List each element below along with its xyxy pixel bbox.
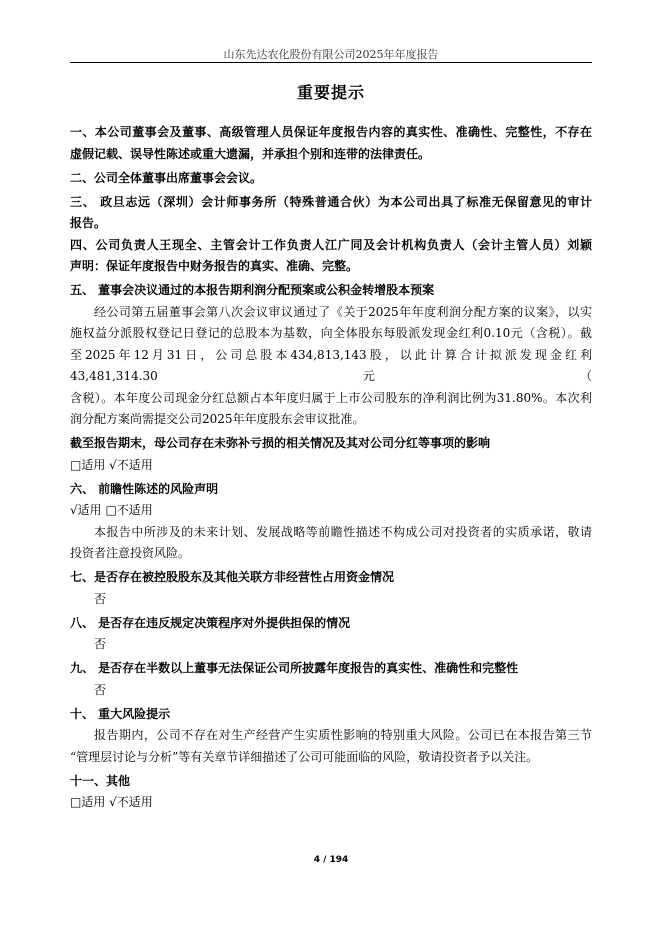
item-7-heading: 七、是否存在被控股股东及其他关联方非经营性占用资金情况 [70, 570, 395, 584]
item-3-line-1: 三、 政旦志远（深圳）会计师事务所（特殊普通合伙）为本公司出具了标准无保留意见的审计 [70, 194, 592, 209]
item-6-heading: 六、 前瞻性陈述的风险声明 [70, 481, 219, 496]
item-6-para-line-1: 本报告中所涉及的未来计划、发展战略等前瞻性描述不构成公司对投资者的实质承诺，敬请 [94, 524, 592, 539]
item-5-para-line-5: 润分配方案尚需提交公司2025年年度股东会审议批准。 [70, 412, 365, 426]
item-5-para-line-2: 施权益分派股权登记日登记的总股本为基数，向全体股东每股派发现金红利0.10元（含税）。截 [70, 326, 592, 340]
item-4-line-1: 四、公司负责人王现全、主管会计工作负责人江广同及会计机构负责人（会计主管人员）刘颖 [70, 237, 592, 252]
item-6-answer: √适用 □不适用 [70, 503, 153, 517]
item-4-line-2: 声明：保证年度报告中财务报告的真实、准确、完整。 [70, 259, 359, 273]
loss-question: 截至报告期末，母公司存在未弥补亏损的相关情况及其对公司分红等事项的影响 [70, 436, 491, 450]
item-8-heading: 八、 是否存在违反规定决策程序对外提供担保的情况 [70, 615, 351, 630]
item-5-para-line-4: 含税）。本年度公司现金分红总额占本年度归属于上市公司股东的净利润比例为31.80%。本次利 [70, 390, 592, 405]
item-10-para-line-2: “管理层讨论与分析”等有关章节详细描述了公司可能面临的风险，敬请投资者予以关注。 [70, 749, 539, 764]
document-body [70, 122, 592, 814]
item-6-para-line-2: 投资者注意投资风险。 [70, 546, 191, 560]
item-10-heading: 十、 重大风险提示 [70, 706, 171, 721]
item-10-para-line-1: 报告期内，公司不存在对生产经营产生实质性影响的特别重大风险。公司已在本报告第三节 [94, 728, 592, 742]
item-5-para-line-1: 经公司第五届董事会第八次会议审议通过了《关于2025年年度利润分配方案的议案》，以实 [94, 304, 592, 319]
item-9-answer: 否 [94, 682, 107, 697]
page-title: 重要提示 [296, 83, 365, 102]
item-8-answer: 否 [94, 637, 107, 651]
item-5-heading: 五、 董事会决议通过的本报告期利润分配预案或公积金转增股本预案 [70, 283, 435, 297]
item-5-para-line-3: 至2025年12月31日，公司总股本434,813,143股，以此计算合计拟派发现金红利43,481,314.30元（ [70, 347, 592, 383]
header-divider [70, 62, 592, 63]
item-11-heading: 十一、其他 [70, 773, 131, 788]
report-header: 山东先达农化股份有限公司2025年年度报告 [223, 48, 439, 61]
item-1-line-1: 一、本公司董事会及董事、高级管理人员保证年度报告内容的真实性、准确性、完整性，不存在 [70, 125, 592, 139]
loss-question-answer: □适用 √不适用 [70, 457, 153, 472]
item-1-line-2: 虚假记载、误导性陈述或重大遗漏，并承担个别和连带的法律责任。 [70, 146, 431, 161]
item-7-answer: 否 [94, 591, 107, 606]
item-3-line-2: 报告。 [70, 216, 107, 230]
page-number: 4 / 194 [313, 855, 349, 865]
item-9-heading: 九、 是否存在半数以上董事无法保证公司所披露年度报告的真实性、准确性和完整性 [70, 661, 519, 675]
item-11-answer: □适用 √不适用 [70, 795, 153, 809]
item-2: 二、公司全体董事出席董事会会议。 [70, 170, 263, 185]
